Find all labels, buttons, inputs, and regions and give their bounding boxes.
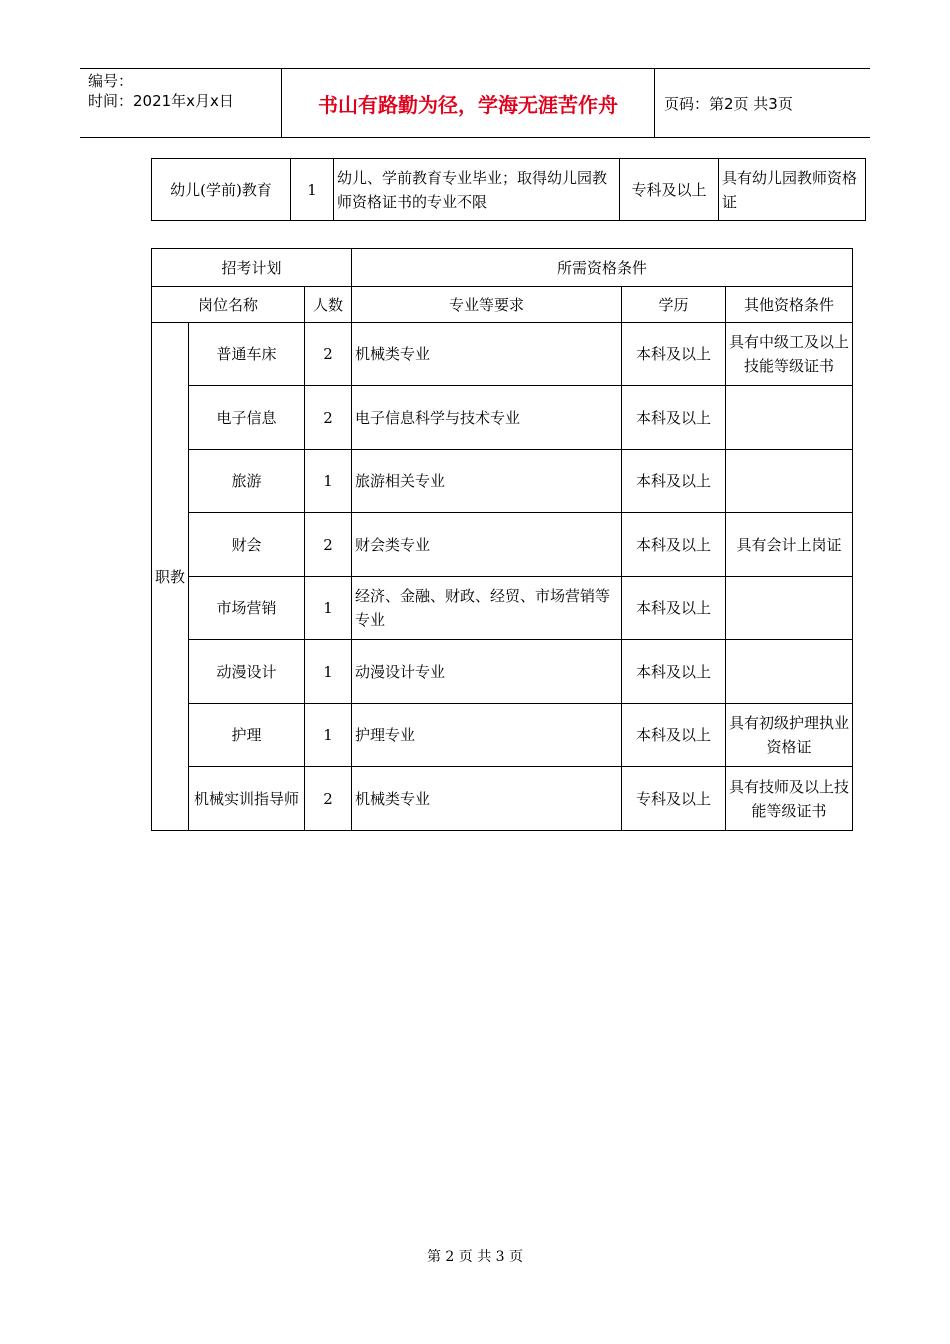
degree-cell: 本科及以上 [622,386,726,450]
count-cell: 2 [305,513,352,577]
group-plan-header: 招考计划 [152,249,352,287]
count-cell: 1 [305,704,352,767]
group-req-header: 所需资格条件 [352,249,853,287]
table-row [152,159,866,221]
post-cell: 机械实训指导师 [189,767,305,831]
other-cell [726,577,853,640]
degree-cell: 本科及以上 [622,640,726,704]
other-cell: 具有会计上岗证 [726,513,853,577]
major-cell: 动漫设计专业 [352,640,622,704]
header-meta [88,69,280,137]
count-cell: 2 [305,767,352,831]
other-cell: 具有幼儿园教师资格证 [719,159,866,221]
post-cell: 旅游 [189,450,305,513]
group-header-row [152,249,853,287]
header-divider [654,69,655,137]
count-cell: 1 [305,640,352,704]
count-cell: 2 [305,386,352,450]
recruitment-table [151,248,853,831]
post-cell: 普通车床 [189,323,305,386]
col-post-header: 岗位名称 [152,287,305,323]
other-cell: 具有中级工及以上技能等级证书 [726,323,853,386]
other-cell: 具有初级护理执业资格证 [726,704,853,767]
col-major-header: 专业等要求 [352,287,622,323]
major-cell: 幼儿、学前教育专业毕业；取得幼儿园教师资格证书的专业不限 [334,159,620,221]
degree-cell: 本科及以上 [622,577,726,640]
other-cell [726,386,853,450]
col-other-header: 其他资格条件 [726,287,853,323]
degree-cell: 专科及以上 [622,767,726,831]
category-cell: 职教 [152,323,189,831]
table-row [152,704,853,767]
col-degree-header: 学历 [622,287,726,323]
post-cell: 动漫设计 [189,640,305,704]
table-row [152,767,853,831]
major-cell: 机械类专业 [352,323,622,386]
degree-cell: 专科及以上 [620,159,719,221]
major-cell: 电子信息科学与技术专业 [352,386,622,450]
table-row [152,577,853,640]
post-cell: 财会 [189,513,305,577]
page-header [80,68,870,138]
col-count-header: 人数 [305,287,352,323]
degree-cell: 本科及以上 [622,450,726,513]
count-cell: 1 [305,450,352,513]
number-label: 编号： [88,72,134,90]
other-cell [726,640,853,704]
table-row [152,386,853,450]
page-footer: 第 2 页 共 3 页 [426,1249,524,1265]
other-cell: 具有技师及以上技能等级证书 [726,767,853,831]
post-cell: 护理 [189,704,305,767]
top-table [151,158,866,221]
header-motto: 书山有路勤为径，学海无涯苦作舟 [318,92,618,117]
count-cell: 1 [305,577,352,640]
header-page-label: 页码：第2页 共3页 [664,94,793,113]
column-header-row [152,287,853,323]
count-cell: 1 [291,159,334,221]
major-cell: 旅游相关专业 [352,450,622,513]
major-cell: 机械类专业 [352,767,622,831]
time-label: 时间：2021年x月x日 [88,92,234,110]
other-cell [726,450,853,513]
table-row [152,640,853,704]
degree-cell: 本科及以上 [622,513,726,577]
count-cell: 2 [305,323,352,386]
table-row [152,323,853,386]
degree-cell: 本科及以上 [622,323,726,386]
major-cell: 经济、金融、财政、经贸、市场营销等专业 [352,577,622,640]
major-cell: 财会类专业 [352,513,622,577]
post-cell: 市场营销 [189,577,305,640]
major-cell: 护理专业 [352,704,622,767]
degree-cell: 本科及以上 [622,704,726,767]
post-cell: 幼儿(学前)教育 [152,159,291,221]
table-row [152,450,853,513]
post-cell: 电子信息 [189,386,305,450]
table-row [152,513,853,577]
